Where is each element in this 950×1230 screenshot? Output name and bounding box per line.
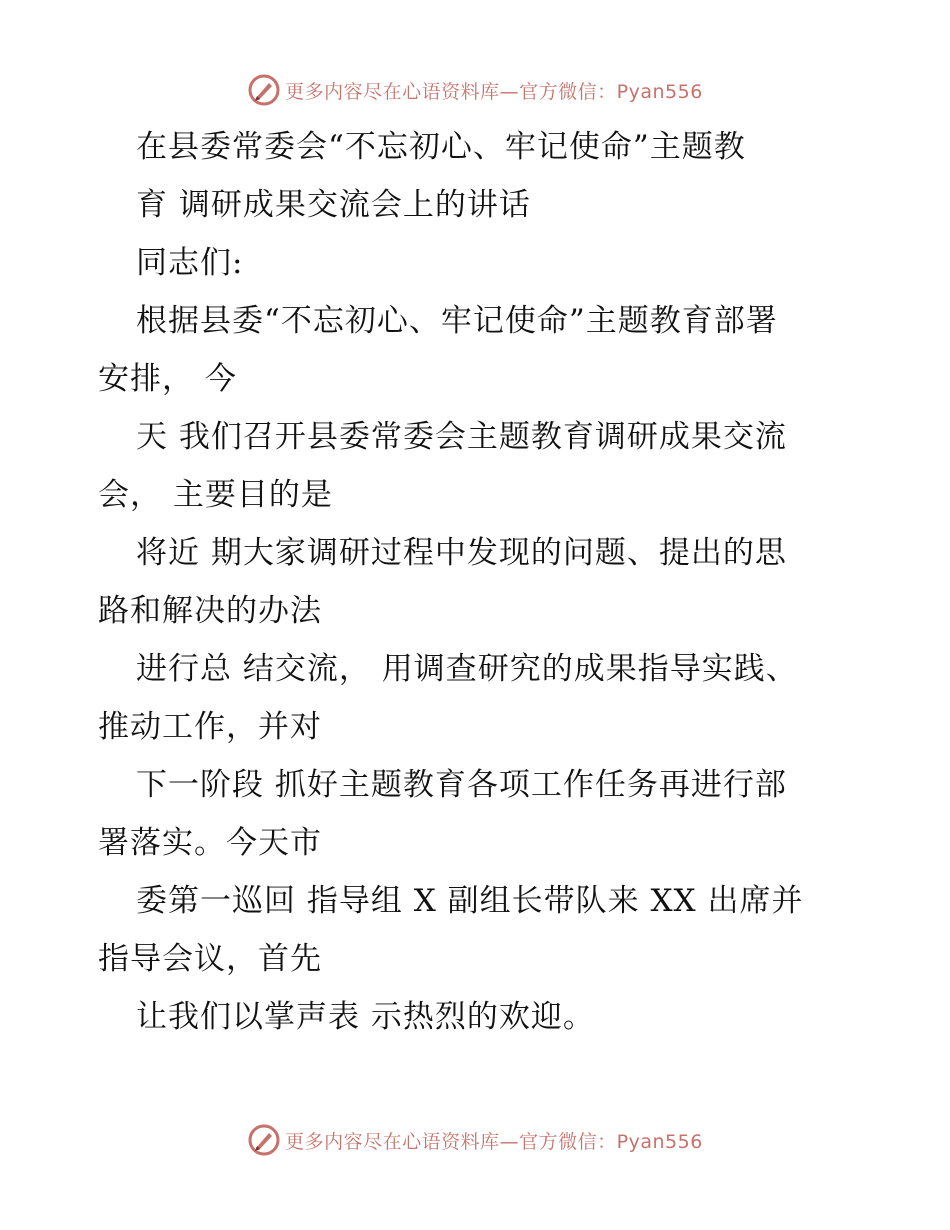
- paragraph-line: 委第一巡回 指导组 X 副组长带队来 XX 出席并: [136, 883, 804, 919]
- pen-logo-icon: [247, 1123, 281, 1157]
- watermark-text: 更多内容尽在心语资料库—官方微信：Pyan556: [285, 1130, 703, 1153]
- salutation: 同志们:: [136, 245, 244, 281]
- paragraph-line: 会， 主要目的是: [98, 477, 333, 513]
- paragraph-line: 安排， 今: [98, 361, 237, 397]
- paragraph-line: 下一阶段 抓好主题教育各项工作任务再进行部: [136, 767, 787, 803]
- paragraph-line: 推动工作，并对: [98, 709, 322, 745]
- paragraph-line: 进行总 结交流， 用调查研究的成果指导实践、: [136, 651, 798, 687]
- paragraph-line: 让我们以掌声表 示热烈的欢迎。: [136, 999, 595, 1035]
- paragraph-line: 天 我们召开县委常委会主题教育调研成果交流: [136, 419, 787, 455]
- pen-logo-icon: [247, 73, 281, 107]
- header-watermark: [0, 70, 950, 110]
- paragraph-line: 指导会议，首先: [98, 941, 322, 977]
- footer-watermark: [0, 1120, 950, 1160]
- paragraph-line: 署落实。今天市: [98, 825, 322, 861]
- document-title-line-2: 育 调研成果交流会上的讲话: [136, 187, 531, 223]
- paragraph-line: 路和解决的办法: [98, 593, 322, 629]
- paragraph-line: 根据县委“不忘初心、牢记使命”主题教育部署: [136, 303, 778, 339]
- document-body: [98, 118, 858, 1046]
- watermark-text: 更多内容尽在心语资料库—官方微信：Pyan556: [285, 80, 703, 103]
- paragraph-line: 将近 期大家调研过程中发现的问题、提出的思: [136, 535, 787, 571]
- document-title-line-1: 在县委常委会“不忘初心、牢记使命”主题教: [136, 129, 746, 165]
